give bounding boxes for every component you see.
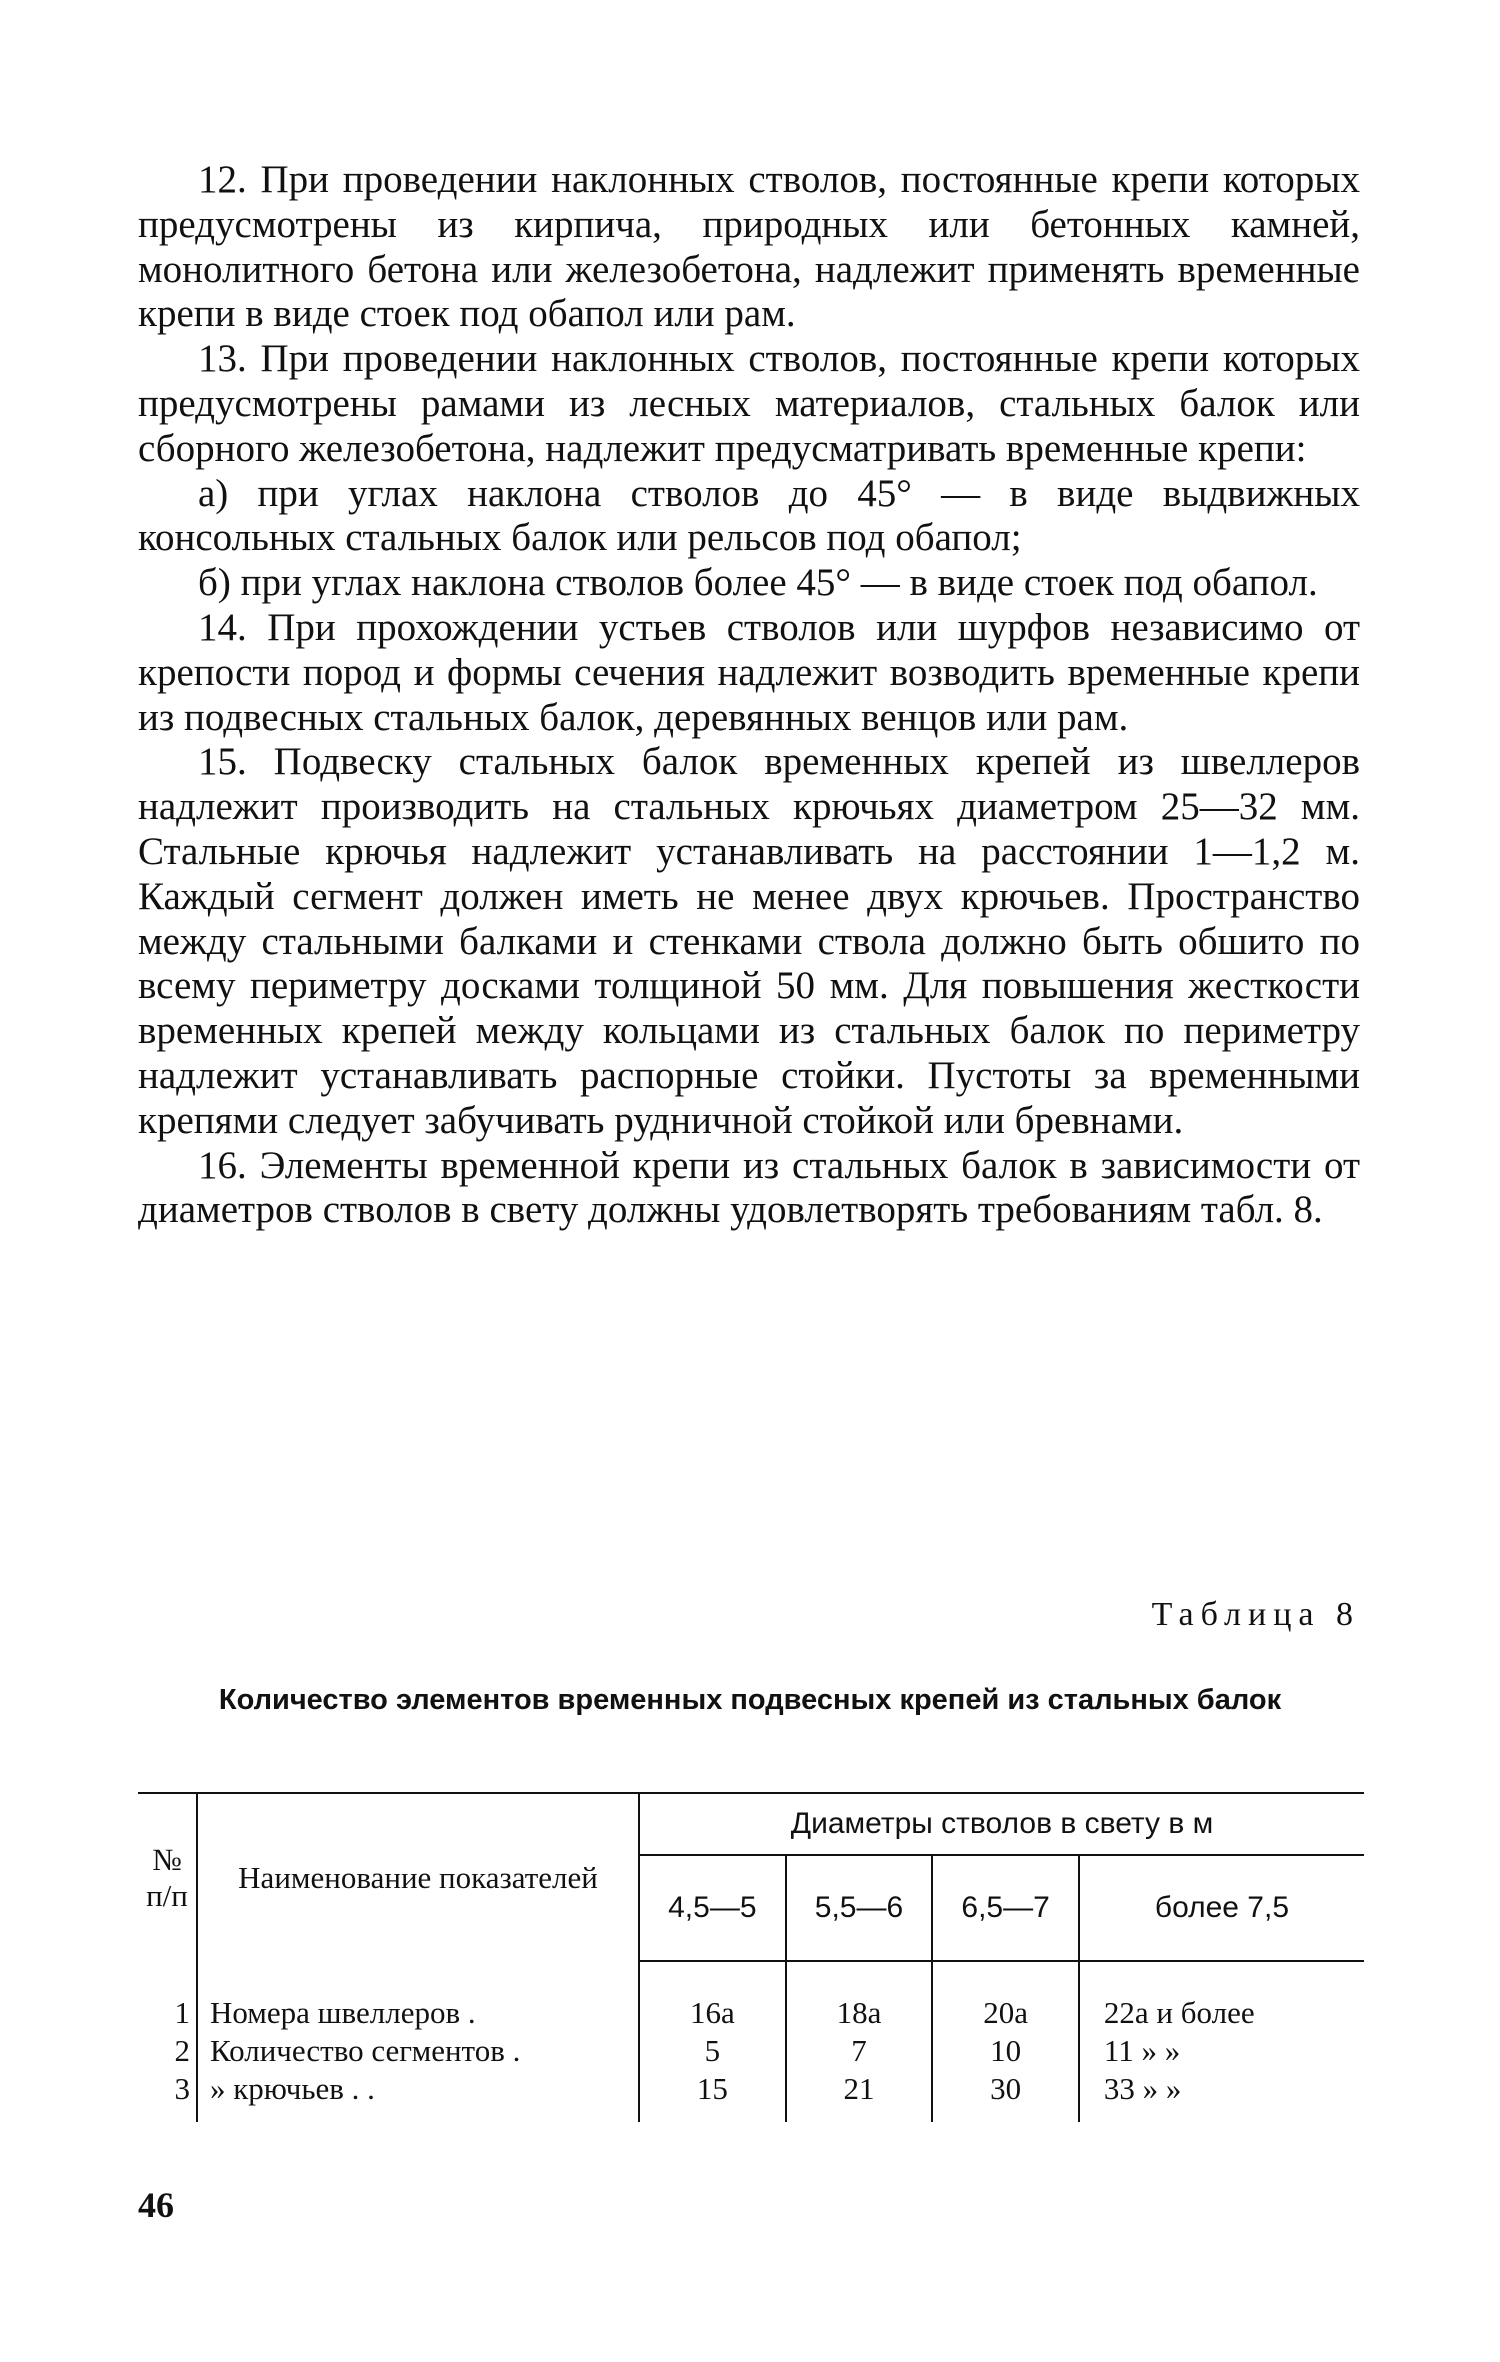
table-caption: Таблица 8 [1151, 1596, 1360, 1633]
row-number: 3 [138, 2070, 197, 2122]
header-col-4: более 7,5 [1079, 1855, 1364, 1961]
cell-value: 7 [786, 2032, 933, 2070]
cell-value: 16а [639, 1961, 786, 2032]
header-col-2: 5,5—6 [786, 1855, 933, 1961]
header-col-1: 4,5—5 [639, 1855, 786, 1961]
table-row [138, 2032, 1364, 2070]
header-name: Наименование показателей [197, 1793, 639, 1961]
cell-value: 5 [639, 2032, 786, 2070]
page-number: 46 [138, 2185, 174, 2225]
table-row [138, 2070, 1364, 2122]
data-table [138, 1792, 1364, 2122]
cell-value: 22а и более [1103, 1995, 1255, 2030]
header-number: № п/п [138, 1793, 197, 1961]
table-title: Количество элементов временных подвесных крепей из стальных балок [218, 1684, 1282, 1716]
cell-value: 11 » » [1103, 2033, 1181, 2068]
cell-value: 21 [786, 2070, 933, 2122]
paragraph-13a: а) при углах наклона стволов до 45° — в виде выдвижных консольных стальных балок или рельсов под обапол; [138, 471, 1360, 560]
header-col-3: 6,5—7 [932, 1855, 1079, 1961]
row-number: 1 [138, 1961, 197, 2032]
paragraph-13b: б) при углах наклона стволов более 45° — в виде стоек под обапол. [198, 561, 1318, 605]
row-name: » крючьев . . [197, 2070, 639, 2122]
cell-value: 15 [639, 2070, 786, 2122]
cell-value: 33 » » [1103, 2071, 1182, 2106]
cell-value: 18а [786, 1961, 933, 2032]
paragraph-16: 16. Элементы временной крепи из стальных балок в зависимости от диаметров стволов в свету должны удовлетворять требованиям табл. 8. [138, 1143, 1360, 1232]
paragraph-13: 13. При проведении наклонных стволов, постоянные крепи которых предусмотрены рамами из лесных материалов, стальных балок или сборного железобетона, надлежит предусматривать временные крепи: [138, 337, 1360, 470]
header-diameter-group: Диаметры стволов в свету в м [639, 1793, 1364, 1855]
cell-value: 10 [932, 2032, 1079, 2070]
row-name: Количество сегментов . [197, 2032, 639, 2070]
paragraph-12: 12. При проведении наклонных стволов, постоянные крепи которых предусмотрены из кирпича, природных или бетонных камней, монолитного бетона или железобетона, надлежит применять временные крепи в виде стоек под обапол или рам. [138, 158, 1360, 336]
table-row [138, 1961, 1364, 2032]
paragraph-14: 14. При прохождении устьев стволов или шурфов независимо от крепости пород и формы сечения надлежит возводить временные крепи из подвесных стальных балок, деревянных венцов или рам. [138, 605, 1360, 739]
row-name: Номера швеллеров . [197, 1961, 639, 2032]
body-text [138, 158, 1360, 1233]
paragraph-15: 15. Подвеску стальных балок временных крепей из швеллеров надлежит производить на стальных крючьях диаметром 25—32 мм. Стальные крючья надлежит устанавливать на расстоянии 1—1,2 м. Каждый сегмент должен иметь не менее двух крючьев. Пространство между стальными балками и стенками ствола должно быть обшито по всему периметру досками толщиной 50 мм. Для повышения жесткости временных крепей между кольцами из стальных балок по периметру надлежит устанавливать распорные стойки. Пустоты за временными крепями следует забучивать рудничной стойкой или бревнами. [138, 740, 1360, 1142]
row-number: 2 [138, 2032, 197, 2070]
cell-value: 30 [932, 2070, 1079, 2122]
cell-value: 20а [932, 1961, 1079, 2032]
